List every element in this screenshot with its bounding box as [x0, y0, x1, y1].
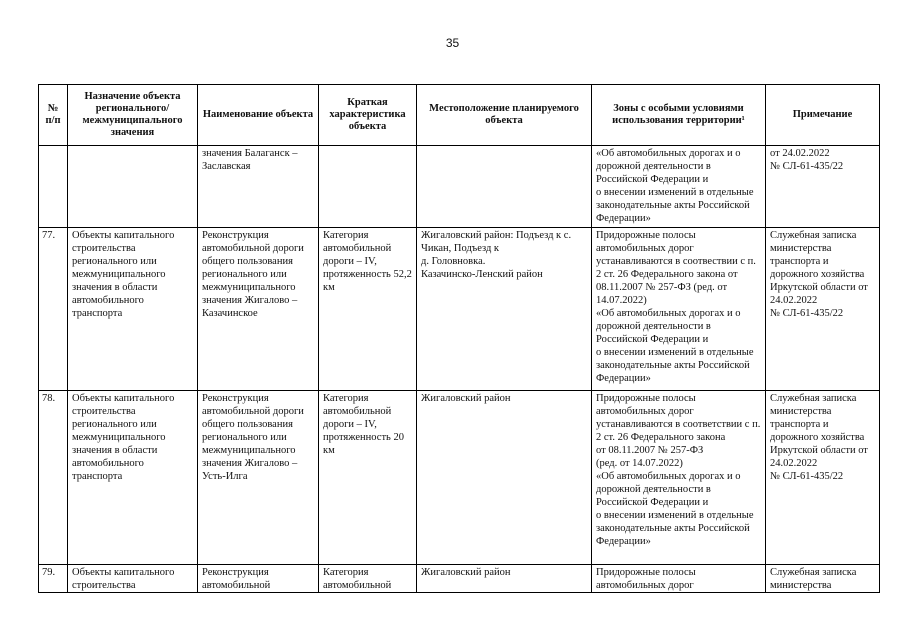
cell-location — [417, 565, 592, 593]
cell-text: Придорожные полосы автомобильных дорог — [596, 567, 696, 591]
table-row — [39, 391, 880, 565]
cell-purpose — [68, 565, 198, 593]
cell-text: Реконструкция автомобильной — [202, 567, 271, 591]
cell-zones — [592, 565, 766, 593]
cell-note: Служебная записка министерства транспорта и дорожного хозяйства Иркутской области от 24.02.2022 № СЛ-61-435/22 — [766, 391, 880, 565]
header-note: Примечание — [766, 85, 880, 146]
cell-text: 79. — [42, 567, 56, 578]
table-row — [39, 565, 880, 593]
cell-location: Жигаловский район: Подъезд к с. Чикан, Подъезд к д. Головновка. Казачинско-Ленский район — [417, 228, 592, 391]
table-row — [39, 228, 880, 391]
cell-num: 78. — [39, 391, 68, 565]
cell-characteristic — [319, 146, 417, 228]
cell-purpose — [68, 146, 198, 228]
cell-num — [39, 565, 68, 593]
cell-text: Объекты капитального строительства — [72, 567, 175, 591]
cell-text: Служебная записка министерства — [770, 567, 857, 591]
cell-num: 77. — [39, 228, 68, 391]
cell-note — [766, 565, 880, 593]
cell-text: Жигаловский район — [421, 567, 511, 578]
cell-name: Реконструкция автомобильной дороги общего пользования регионального или межмуниципального значения Жигалово – Казачинское — [198, 228, 319, 391]
cell-characteristic: Категория автомобильной дороги – IV, протяженность 52,2 км — [319, 228, 417, 391]
header-characteristic: Краткая характеристика объекта — [319, 85, 417, 146]
cell-name: значения Балаганск – Заславская — [198, 146, 319, 228]
cell-zones: Придорожные полосы автомобильных дорог устанавливаются в соответствии с п. 2 ст. 26 Федерального закона от 08.11.2007 № 257-ФЗ (ред. от 14.07.2022) «Об автомобильных дорогах и о дорожной деятельности в Российской Федерации и о внесении изменений в отдельные законодательные акты Российской Федерации» — [592, 391, 766, 565]
objects-table — [38, 84, 880, 593]
cell-zones: Придорожные полосы автомобильных дорог устанавливаются в соотвествии с п. 2 ст. 26 Федерального закона от 08.11.2007 № 257-ФЗ (ред. от 14.07.2022) «Об автомобильных дорогах и о дорожной деятельности в Российской Федерации и о внесении изменений в отдельные законодательные акты Российской Федерации» — [592, 228, 766, 391]
cell-purpose: Объекты капитального строительства регионального или межмуниципального значения в области автомобильного транспорта — [68, 228, 198, 391]
header-zones: Зоны с особыми условиями использования территории¹ — [592, 85, 766, 146]
header-purpose: Назначение объекта регионального/ межмуниципального значения — [68, 85, 198, 146]
cell-zones: «Об автомобильных дорогах и о дорожной деятельности в Российской Федерации и о внесении изменений в отдельные законодательные акты Российской Федерации» — [592, 146, 766, 228]
header-row — [39, 85, 880, 146]
cell-text: Категория автомобильной — [323, 567, 392, 591]
cell-name — [198, 565, 319, 593]
page-number: 35 — [445, 36, 460, 50]
cell-location: Жигаловский район — [417, 391, 592, 565]
cell-num — [39, 146, 68, 228]
header-num: № п/п — [39, 85, 68, 146]
cell-name: Реконструкция автомобильной дороги общего пользования регионального или межмуниципального значения Жигалово – Усть-Илга — [198, 391, 319, 565]
cell-location — [417, 146, 592, 228]
cell-characteristic — [319, 565, 417, 593]
cell-note: от 24.02.2022 № СЛ-61-435/22 — [766, 146, 880, 228]
cell-purpose: Объекты капитального строительства регионального или межмуниципального значения в области автомобильного транспорта — [68, 391, 198, 565]
cell-characteristic: Категория автомобильной дороги – IV, протяженность 20 км — [319, 391, 417, 565]
table-row-continuation — [39, 146, 880, 228]
header-location: Местоположение планируемого объекта — [417, 85, 592, 146]
header-name: Наименование объекта — [198, 85, 319, 146]
cell-note: Служебная записка министерства транспорта и дорожного хозяйства Иркутской области от 24.02.2022 № СЛ-61-435/22 — [766, 228, 880, 391]
